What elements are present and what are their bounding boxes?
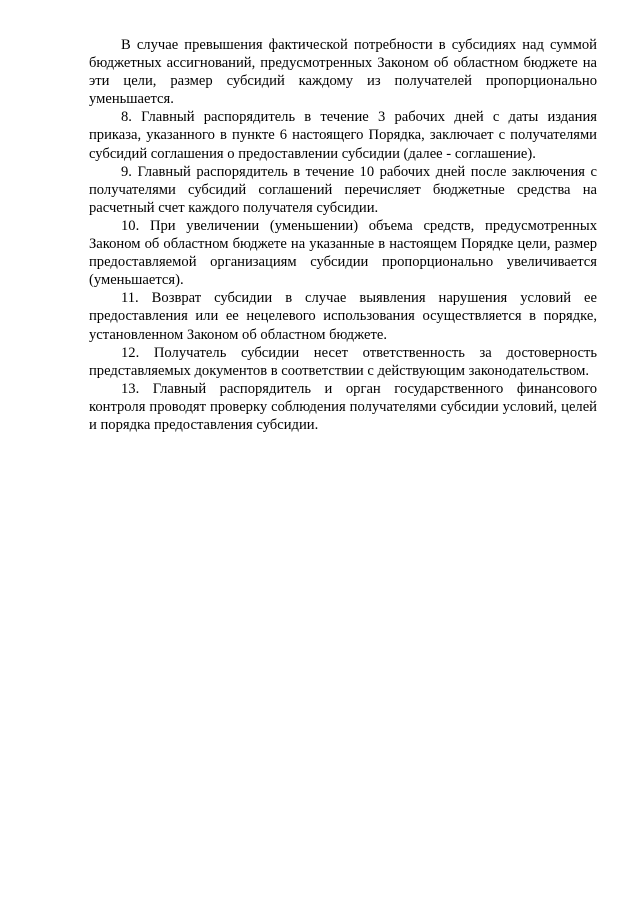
paragraph-item-9: 9. Главный распорядитель в течение 10 рабочих дней после заключения с получателями субсидий соглашений перечисляет бюджетные средства на расчетный счет каждого получателя субсидии. [89, 163, 597, 216]
paragraph-item-8: 8. Главный распорядитель в течение 3 рабочих дней с даты издания приказа, указанного в пункте 6 настоящего Порядка, заключает с получателями субсидий соглашения о предоставлении субсидии (далее - соглашение). [89, 109, 597, 162]
paragraph-item-12: 12. Получатель субсидии несет ответственность за достоверность представляемых документов в соответствии с действующим законодательством. [89, 344, 597, 379]
paragraph-item-10: 10. При увеличении (уменьшении) объема средств, предусмотренных Законом об областном бюджете на указанные в настоящем Порядке цели, размер предоставляемой организациям субсидии пропорционально увеличивается (уменьшается). [89, 217, 597, 289]
document-page [89, 36, 597, 434]
paragraph-item-13: 13. Главный распорядитель и орган государственного финансового контроля проводят проверку соблюдения получателями субсидии условий, целей и порядка предоставления субсидии. [89, 380, 597, 433]
paragraph-subsidy-reduction: В случае превышения фактической потребности в субсидиях над суммой бюджетных ассигнований, предусмотренных Законом об областном бюджете на эти цели, размер субсидий каждому из получателей пропорционально уменьшается. [89, 37, 597, 108]
paragraph-item-11: 11. Возврат субсидии в случае выявления нарушения условий ее предоставления или ее нецелевого использования осуществляется в порядке, установленном Законом об областном бюджете. [89, 290, 597, 343]
